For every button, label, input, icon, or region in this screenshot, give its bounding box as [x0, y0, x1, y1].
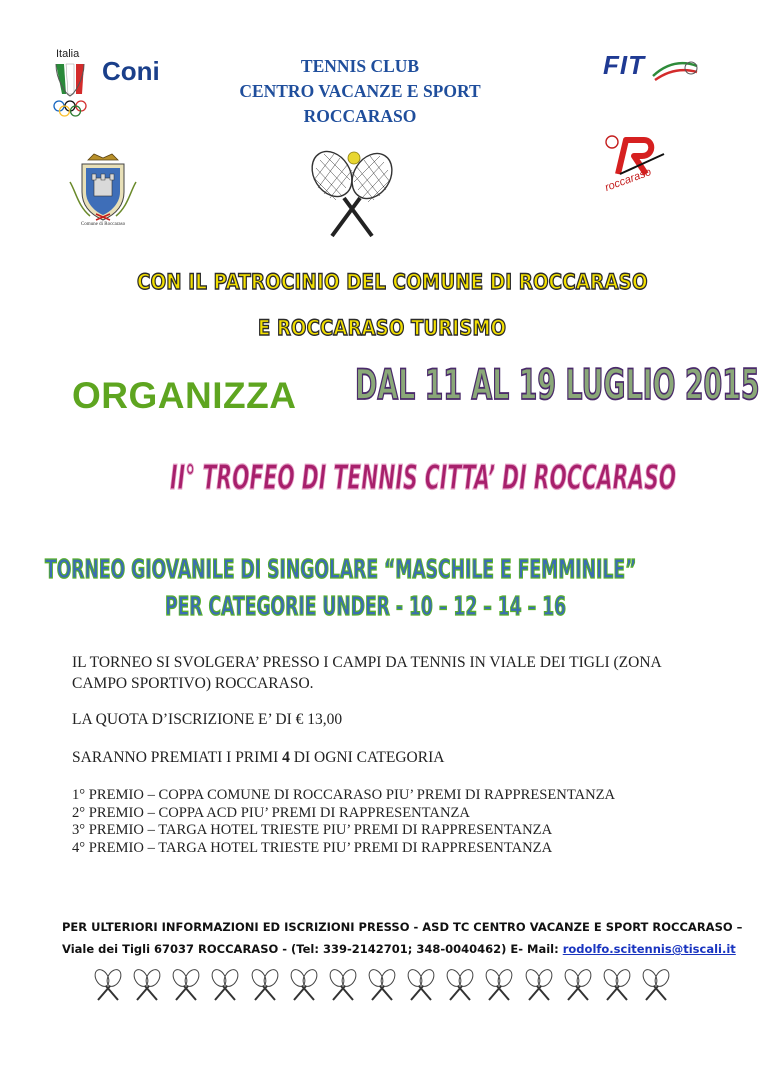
patrocinio-line-2: E ROCCARASO TURISMO: [258, 316, 507, 340]
mini-racket-icon: [209, 968, 241, 1002]
mini-racket-icon: [366, 968, 398, 1002]
fit-logo: [603, 50, 703, 90]
comune-label: Comune di Roccaraso: [80, 222, 126, 227]
mini-racket-icon: [131, 968, 163, 1002]
mini-racket-icon: [249, 968, 281, 1002]
mini-racket-icon: [640, 968, 672, 1002]
prizes-summary-number: 4: [282, 749, 290, 766]
mini-racket-icon: [288, 968, 320, 1002]
mini-racket-icon: [601, 968, 633, 1002]
club-line-3: ROCCARASO: [303, 106, 417, 126]
footer-contact-line-1: PER ULTERIORI INFORMAZIONI ED ISCRIZIONI PRESSO - ASD TC CENTRO VACANZE E SPORT ROCCARASO –: [62, 920, 743, 934]
trofeo-title: II° TROFEO DI TENNIS CITTA’ DI ROCCARASO: [170, 458, 677, 498]
prizes-summary: [72, 749, 444, 767]
fit-swoosh-icon: [651, 54, 701, 84]
coni-italia-label: Italia: [56, 48, 80, 60]
event-dates: DAL 11 AL 19 LUGLIO 2015: [355, 360, 760, 409]
prize-item-4: 4° PREMIO – TARGA HOTEL TRIESTE PIU’ PREMI DI RAPPRESENTANZA: [72, 839, 553, 856]
mini-racket-icon: [92, 968, 124, 1002]
organizza-heading: ORGANIZZA: [72, 375, 297, 416]
coni-word: Coni: [102, 56, 160, 86]
footer-address-phone: Viale dei Tigli 67037 ROCCARASO - (Tel: 339-2142701; 348-0040462) E- Mail:: [62, 942, 563, 956]
club-line-1: TENNIS CLUB: [300, 56, 420, 76]
club-heading: [190, 54, 530, 129]
mini-racket-icon: [405, 968, 437, 1002]
roccaraso-logo-label: roccaraso: [603, 166, 653, 194]
footer-email-link[interactable]: rodolfo.scitennis@tiscali.it: [562, 942, 736, 956]
mini-racket-icon: [483, 968, 515, 1002]
racket-decoration-row: [92, 968, 672, 1004]
patrocinio-line-1: CON IL PATROCINIO DEL COMUNE DI ROCCARASO: [137, 270, 648, 294]
coni-emblem-icon: [52, 60, 100, 120]
club-line-2: CENTRO VACANZE E SPORT: [239, 81, 481, 101]
mini-racket-icon: [562, 968, 594, 1002]
entry-fee: LA QUOTA D’ISCRIZIONE E’ DI € 13,00: [72, 711, 343, 728]
crest-icon: [68, 152, 138, 222]
crossed-rackets-icon: [302, 148, 402, 240]
prize-list: [72, 787, 615, 857]
mini-racket-icon: [523, 968, 555, 1002]
prize-item-2: 2° PREMIO – COPPA ACD PIU’ PREMI DI RAPPRESENTANZA: [72, 804, 470, 821]
prize-item-1: 1° PREMIO – COPPA COMUNE DI ROCCARASO PIU’ PREMI DI RAPPRESENTANZA: [72, 787, 616, 803]
coni-logo: [52, 48, 172, 118]
torneo-line-2: PER CATEGORIE UNDER - 10 – 12 – 14 – 16: [165, 592, 567, 622]
torneo-line-1: TORNEO GIOVANILE DI SINGOLARE “MASCHILE E FEMMINILE”: [45, 555, 637, 585]
comune-crest: [68, 152, 138, 232]
mini-racket-icon: [327, 968, 359, 1002]
mini-racket-icon: [444, 968, 476, 1002]
roccaraso-logo: [598, 130, 678, 200]
footer-contact-line-2: [62, 942, 736, 956]
mini-racket-icon: [170, 968, 202, 1002]
fit-word: FIT: [603, 50, 645, 80]
prize-item-3: 3° PREMIO – TARGA HOTEL TRIESTE PIU’ PREMI DI RAPPRESENTANZA: [72, 822, 553, 838]
venue-info: IL TORNEO SI SVOLGERA’ PRESSO I CAMPI DA TENNIS IN VIALE DEI TIGLI (ZONA CAMPO SPORTIVO) ROCCARASO.: [72, 654, 661, 692]
prizes-summary-post: DI OGNI CATEGORIA: [289, 749, 445, 766]
prizes-summary-pre: SARANNO PREMIATI I PRIMI: [72, 749, 283, 766]
